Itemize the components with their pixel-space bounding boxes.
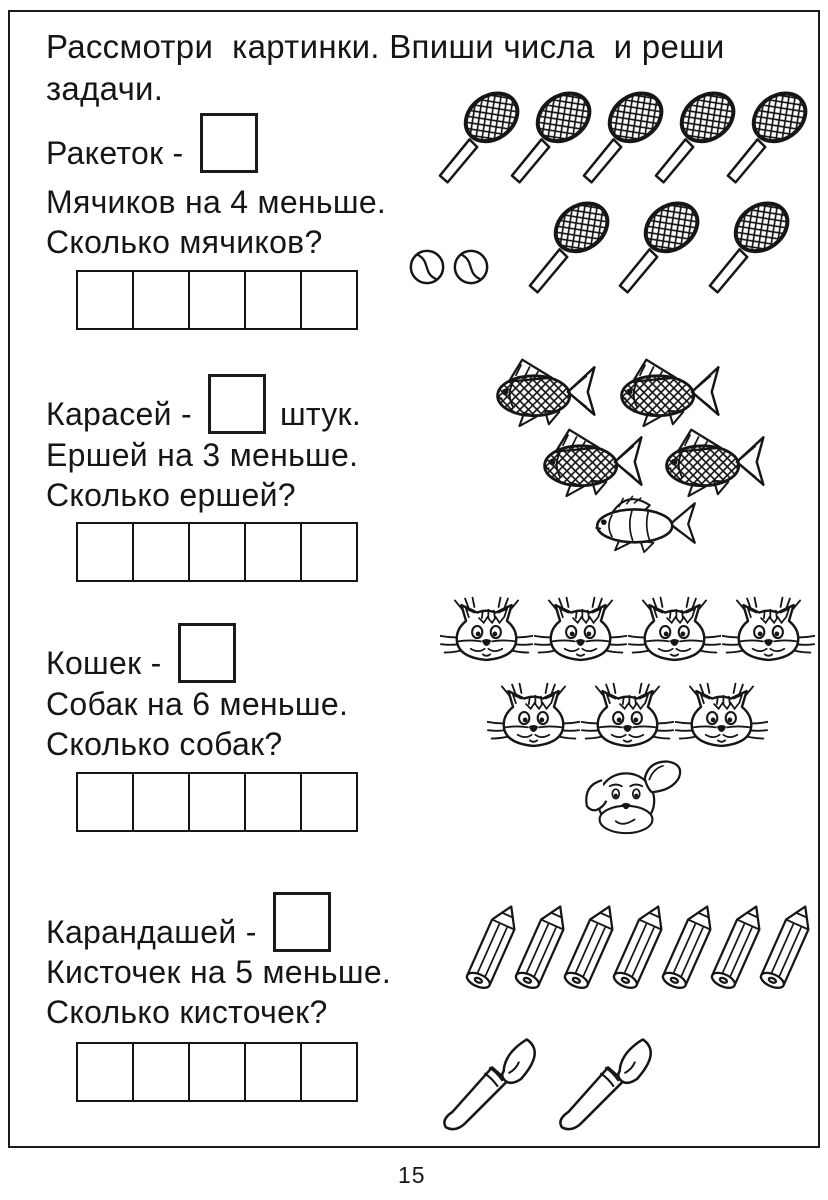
answer-box[interactable]: [200, 113, 258, 173]
problem-question: Сколько мячиков?: [46, 224, 323, 260]
answer-cell[interactable]: [190, 1042, 246, 1102]
karas-icon: [537, 424, 649, 498]
answer-cell[interactable]: [134, 522, 190, 582]
brush-icon: [440, 1022, 548, 1136]
fish-row-2: [537, 424, 771, 498]
problem-label-suffix: штук.: [279, 396, 362, 432]
title-line-2: задачи.: [46, 70, 164, 107]
brushes-group: [440, 1022, 664, 1136]
problem-label: Карандашей -: [46, 914, 257, 950]
balls-group: [408, 248, 490, 286]
problem-fish-label-row: [46, 374, 361, 434]
answer-cell[interactable]: [134, 772, 190, 832]
cat-icon: [440, 593, 533, 673]
answer-box[interactable]: [273, 892, 331, 952]
racket-icon: [528, 194, 616, 297]
problem-label: Ракеток -: [46, 135, 184, 171]
answer-cell[interactable]: [134, 1042, 190, 1102]
answer-box[interactable]: [208, 374, 266, 434]
answer-cell[interactable]: [302, 1042, 358, 1102]
answer-cells-row: [76, 270, 358, 330]
answer-cells-row: [76, 1042, 358, 1102]
problem-statement: Кисточек на 5 меньше.: [46, 954, 392, 990]
answer-cell[interactable]: [190, 772, 246, 832]
problem-rackets-label-row: [46, 113, 258, 173]
problem-statement: Ершей на 3 меньше.: [46, 437, 359, 473]
problem-pencils-label-row: [46, 892, 331, 952]
cat-icon: [581, 679, 674, 759]
problem-rackets-text: [46, 182, 386, 262]
problem-label: Кошек -: [46, 645, 162, 681]
answer-cell[interactable]: [190, 270, 246, 330]
problem-question: Сколько собак?: [46, 726, 283, 762]
cat-icon: [534, 593, 627, 673]
cat-icon: [722, 593, 815, 673]
racket-icon: [618, 194, 706, 297]
ball-icon: [452, 248, 490, 286]
answer-cell[interactable]: [190, 522, 246, 582]
sheet-border: [8, 10, 820, 1148]
problem-question: Сколько ершей?: [46, 477, 296, 513]
pencils-group: [460, 898, 816, 1006]
karas-icon: [490, 354, 602, 428]
problem-fish-text: [46, 435, 358, 515]
fish-row-3: [587, 494, 705, 554]
answer-cell[interactable]: [302, 522, 358, 582]
ball-icon: [408, 248, 446, 286]
answer-cell[interactable]: [246, 270, 302, 330]
racket-icon: [726, 84, 814, 187]
answer-cell[interactable]: [76, 772, 134, 832]
answer-cell[interactable]: [76, 1042, 134, 1102]
answer-cell[interactable]: [246, 772, 302, 832]
karas-icon: [614, 354, 726, 428]
cats-row-1: [440, 593, 815, 673]
answer-cell[interactable]: [302, 270, 358, 330]
title-line-1: Рассмотри картинки. Впиши числа и реши: [46, 28, 725, 65]
answer-cell[interactable]: [302, 772, 358, 832]
answer-cell[interactable]: [134, 270, 190, 330]
dog-icon: [568, 756, 696, 842]
rackets-row-2: [528, 194, 796, 297]
answer-cell[interactable]: [246, 1042, 302, 1102]
racket-icon: [708, 194, 796, 297]
cat-icon: [487, 679, 580, 759]
problem-question: Сколько кисточек?: [46, 994, 328, 1030]
problem-cats-text: [46, 684, 348, 764]
problem-cats-label-row: [46, 623, 236, 683]
cat-icon: [628, 593, 721, 673]
answer-cells-row: [76, 522, 358, 582]
fish-row-1: [490, 354, 726, 428]
page-number: 15: [398, 1162, 426, 1188]
problem-statement: Собак на 6 меньше.: [46, 686, 349, 722]
problem-label: Карасей -: [46, 396, 192, 432]
answer-cell[interactable]: [76, 270, 134, 330]
pencil-icon: [754, 898, 816, 1006]
problem-statement: Мячиков на 4 меньше.: [46, 184, 387, 220]
answer-cell[interactable]: [76, 522, 134, 582]
answer-cell[interactable]: [246, 522, 302, 582]
ersh-icon: [587, 494, 705, 554]
cat-icon: [675, 679, 768, 759]
brush-icon: [556, 1022, 664, 1136]
karas-icon: [659, 424, 771, 498]
problem-pencils-text: [46, 952, 391, 1032]
answer-box[interactable]: [178, 623, 236, 683]
answer-cells-row: [76, 772, 358, 832]
dog-group: [568, 756, 696, 842]
cats-row-2: [487, 679, 768, 759]
rackets-row-1: [438, 84, 814, 187]
